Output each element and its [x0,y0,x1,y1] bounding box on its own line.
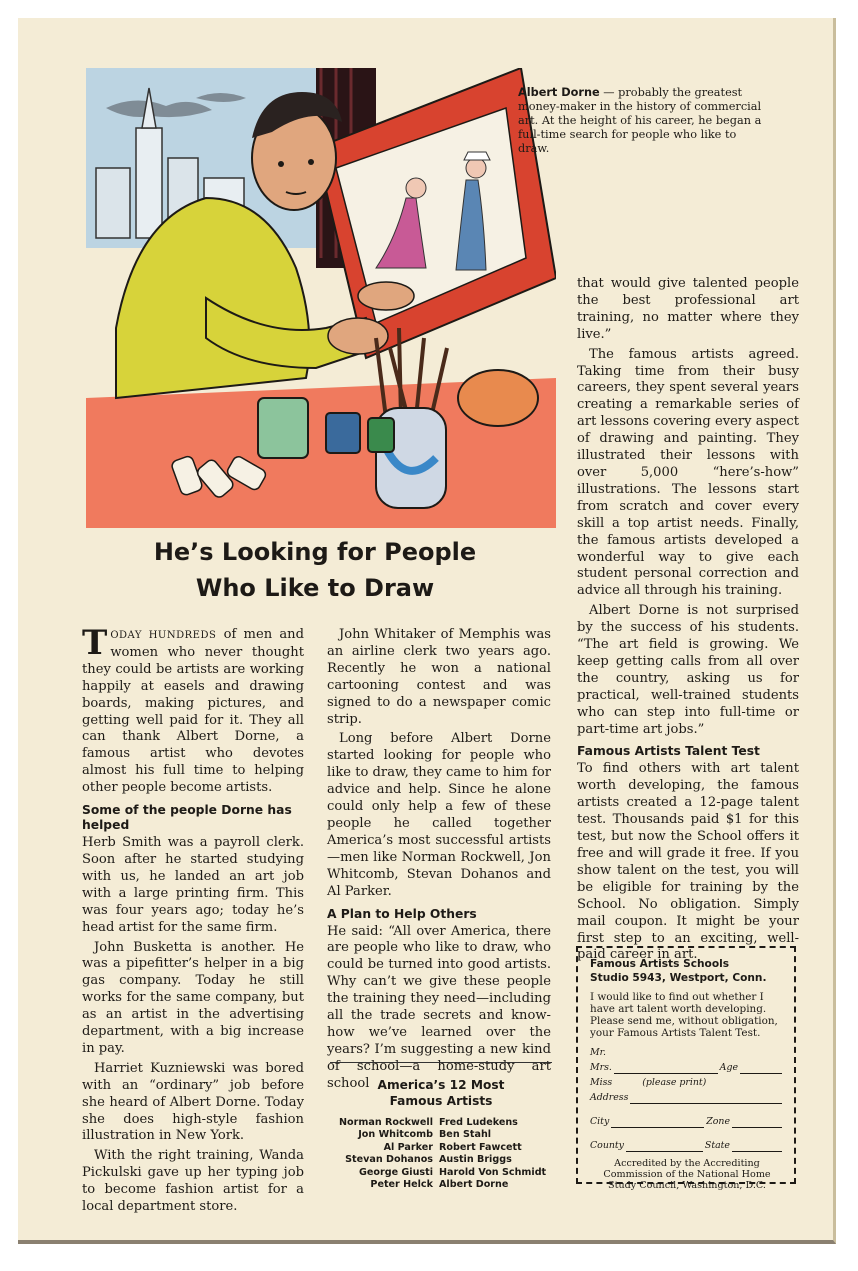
artist-names-right [439,1117,552,1191]
zone-field[interactable] [732,1118,782,1128]
column-1 [82,623,304,1219]
address-label: Address [590,1092,629,1103]
mail-coupon[interactable] [576,946,796,1191]
artist-name: Fred Ludekens [439,1117,518,1128]
zone-label: Zone [706,1116,730,1127]
famous-artists-title-line-2: Famous Artists [389,1094,493,1108]
paragraph-talent-test: To find others with art talent worth developing, the famous artists created a 12-page talent test. Thousands paid $1 for this test, but now the School offers it free and will grade it free. If you show talent on the test, you will be eligible for training by the School. No obligation. Simply mail coupon. It might be your first step to an exciting, well-paid career in art. [577,761,799,963]
artist-name: George Giusti [359,1166,433,1178]
artist-name: Peter Helck [370,1179,433,1191]
accreditation-note: Accredited by the Accrediting Commission of the National Home Study Council, Washington, D.C. [603,1158,771,1191]
coupon-miss-row [590,1077,784,1089]
column-3 [577,276,799,967]
headline-line-2: Who Like to Draw [195,574,435,602]
artist-name: Albert Dorne [439,1179,509,1191]
section-heading-plan: A Plan to Help Others [327,906,477,921]
albert-dorne-illustration [86,68,556,528]
intro-text: of men and women who never thought they could be artists are working happily at easels and drawing boards, making pictures, and getting well paid for it. They all can thank Albert Dorne, a famous artist who devotes almost his full time to helping other people become artists. [82,627,304,796]
famous-artists-title-line-1: America’s 12 Most [377,1078,505,1092]
paragraph-john-whitaker: John Whitaker of Memphis was an airline clerk two years ago. Recently he won a national cartooning contest and was signed to do a newspaper comic strip. [327,627,551,727]
county-label: County [590,1140,624,1151]
mr-label: Mr. [590,1047,607,1058]
city-label: City [590,1116,610,1127]
paragraph-he-said: He said: “All over America, there are people who like to draw, who could be turned into good artists. Why can’t we give these people the training they need—including all the trade secrets and know-how we’ve learned over the years? I’m suggesting a new kind of school—a home-study art school [327,923,551,1091]
coupon-county-row[interactable] [590,1140,784,1152]
paragraph-not-surprised: Albert Dorne is not surprised by the success of his students. “The art field is growing. We keep getting calls from all over the country, asking us for practical, well-trained students who can step into full-time or part-time art jobs.” [577,603,799,737]
coupon-mrs-row[interactable] [590,1062,784,1074]
age-field[interactable] [740,1064,782,1074]
artist-name: Jon Whitcomb [358,1129,433,1141]
state-label: State [704,1140,730,1151]
artist-name: Austin Briggs [439,1154,512,1166]
mrs-label: Mrs. [590,1062,612,1073]
coupon-title-line-2: Studio 5943, Westport, Conn. [590,972,767,984]
paragraph-harriet-kuzniewski: Harriet Kuzniewski was bored with an “ordinary” job before she heard of Albert Dorne. Today she does high-style fashion illustration in New York. [82,1060,304,1144]
artist-names-left [330,1117,439,1191]
paragraph-continued: that would give talented people the best professional art training, no matter where they live.” [577,276,799,342]
paragraph-long-before: Long before Albert Dorne started looking for people who like to draw, they came to him for advice and help. Since he alone could only help a few of these people he called together America’s most successful artists—men like Norman Rockwell, Jon Whitcomb, Stevan Dohanos and Al Parker. [327,731,551,899]
county-field[interactable] [626,1142,703,1152]
famous-artists-title [330,1077,552,1109]
age-label: Age [719,1062,738,1073]
famous-artists-list [330,1062,552,1191]
coupon-address-row[interactable] [590,1092,784,1104]
coupon-title-line-1: Famous Artists Schools [590,958,730,970]
please-print-label: (please print) [642,1077,707,1088]
paragraph-herb-smith: Herb Smith was a payroll clerk. Soon after he started studying with us, he landed an art job with a large printing firm. This was four years ago; today he’s head artist for the same firm. [82,835,304,935]
artist-name: Stevan Dohanos [345,1154,433,1166]
column-2 [327,627,551,1096]
coupon-city-row[interactable] [590,1116,784,1128]
artist-names [330,1117,552,1191]
city-field[interactable] [611,1118,704,1128]
name-field[interactable] [614,1064,718,1074]
coupon-title [590,957,784,985]
artist-name: Ben Stahl [439,1129,492,1141]
paragraph-wanda-pickulski: With the right training, Wanda Pickulski gave up her typing job to become fashion artist for a local department store. [82,1148,304,1215]
artist-name: Robert Fawcett [439,1141,522,1153]
address-field[interactable] [630,1094,782,1104]
artist-name: Harold Von Schmidt [439,1166,547,1178]
intro-small-caps: ODAY HUNDREDS [110,630,217,641]
headline-line-1: He’s Looking for People [153,538,477,566]
intro-paragraph [82,623,304,797]
headline [110,534,520,606]
section-heading-helped: Some of the people Dorne has helped [82,803,292,833]
paragraph-john-busketta: John Busketta is another. He was a pipefitter’s helper in a big gas company. Today he still works for the same company, but as an artist in the advertising department, with a big increase in pay. [82,939,304,1056]
caption-name: Albert Dorne [518,86,600,99]
paragraph-artists-agreed: The famous artists agreed. Taking time from their busy careers, they spent several years creating a remarkable series of art lessons covering every aspect of drawing and painting. They illustrated their lessons with over 5,000 “here’s-how” illustrations. The lessons start from scratch and cover every skill a top artist needs. Finally, the famous artists developed a wonderful way to give each student personal correction and advice all through his training. [577,346,799,599]
coupon-intro: I would like to find out whether I have art talent worth developing. Please send me, without obligation, your Famous Artists Talent Test. [590,991,778,1039]
state-field[interactable] [732,1142,782,1152]
caption-text: — probably the greatest money-maker in the history of commercial art. At the height of his career, he began a full-time search for people who like to draw. [518,86,762,155]
drop-cap: T [82,623,108,663]
section-heading-talent-test: Famous Artists Talent Test [577,744,760,759]
miss-label: Miss [590,1077,613,1088]
illustration-caption [518,86,768,156]
artist-name: Al Parker [383,1141,433,1153]
artist-name: Norman Rockwell [339,1117,433,1128]
coupon-mr-row [590,1047,784,1059]
